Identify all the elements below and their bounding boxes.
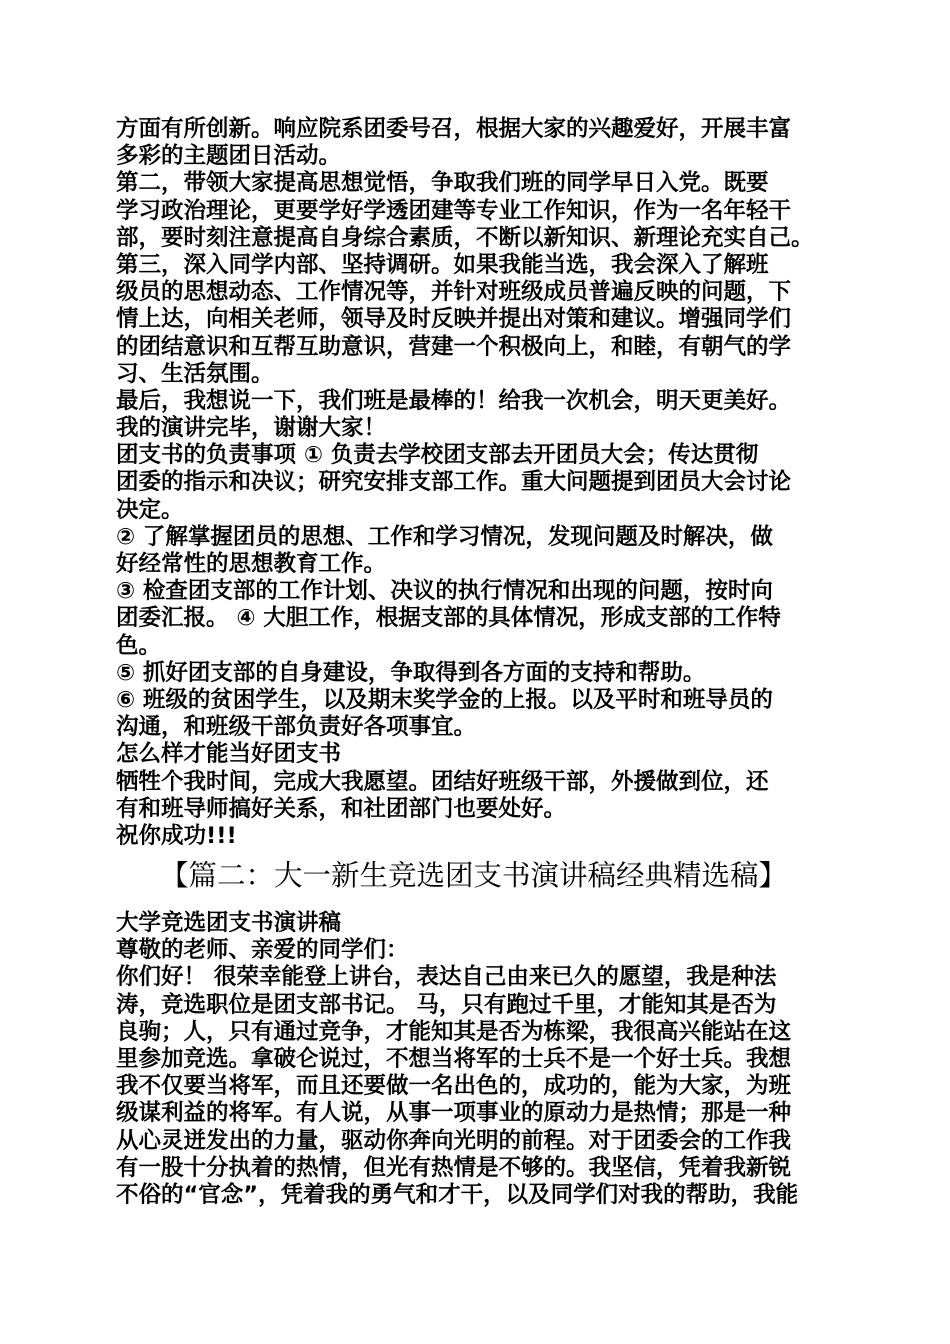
text-line: 部，要时刻注意提高自身综合素质，不断以新知识、新理论充实自己。 bbox=[116, 224, 814, 251]
text-line: 学习政治理论，更要学好学透团建等专业工作知识，作为一名年轻干 bbox=[116, 197, 792, 224]
text-line: 团委的指示和决议；研究安排支部工作。重大问题提到团员大会讨论 bbox=[116, 469, 792, 496]
text-line: 怎么样才能当好团支书 bbox=[116, 741, 342, 768]
text-line: 最后，我想说一下，我们班是最棒的！给我一次机会，明天更美好。 bbox=[116, 387, 792, 414]
text-line: 良驹；人，只有通过竞争，才能知其是否为栋梁，我很高兴能站在这 bbox=[116, 1018, 792, 1045]
text-line: 大学竞选团支书演讲稿 bbox=[116, 910, 342, 936]
text-line: 不俗的“官念”，凭着我的勇气和才干，以及同学们对我的帮助，我能 bbox=[116, 1181, 799, 1208]
text-line: 级谋利益的将军。有人说，从事一项事业的原动力是热情；那是一种 bbox=[116, 1100, 792, 1127]
text-line: 色。 bbox=[116, 632, 162, 659]
text-line: 团支书的负责事项 ① 负责去学校团支部去开团员大会；传达贯彻 bbox=[116, 442, 759, 469]
text-line: 好经常性的思想教育工作。 bbox=[116, 551, 387, 577]
text-line: 尊敬的老师、亲爱的同学们： bbox=[116, 937, 409, 964]
text-line: 的团结意识和互帮互助意识，营建一个积极向上，和睦，有朝气的学 bbox=[116, 333, 792, 360]
text-line: 我不仅要当将军，而且还要做一名出色的，成功的，能为大家，为班 bbox=[116, 1073, 792, 1100]
text-line: 有一股十分执着的热情，但光有热情是不够的。我坚信，凭着我新锐 bbox=[116, 1154, 792, 1181]
text-line: 我的演讲完毕，谢谢大家！ bbox=[116, 415, 387, 442]
text-line: 涛，竞选职位是团支部书记。 马，只有跑过千里，才能知其是否为 bbox=[116, 991, 777, 1018]
text-line: 牺牲个我时间，完成大我愿望。团结好班级干部，外援做到位，还 bbox=[116, 768, 769, 795]
text-line: ② 了解掌握团员的思想、工作和学习情况，发现问题及时解决，做 bbox=[116, 523, 773, 550]
text-line: 沟通，和班级干部负责好各项事宜。 bbox=[116, 714, 477, 741]
text-line: ③ 检查团支部的工作计划、决议的执行情况和出现的问题，按时向 bbox=[116, 578, 773, 605]
text-line: 情上达，向相关老师，领导及时反映并提出对策和建议。增强同学们 bbox=[116, 306, 792, 333]
section-heading: 【篇二：大一新生竞选团支书演讲稿经典精选稿】 bbox=[160, 859, 788, 892]
text-line: 团委汇报。 ④ 大胆工作，根据支部的具体情况，形成支部的工作特 bbox=[116, 605, 781, 632]
text-line: 祝你成功!!! bbox=[116, 822, 237, 849]
speech-body-part-two bbox=[116, 910, 846, 1209]
speech-body-part-one bbox=[116, 116, 846, 850]
text-line: 决定。 bbox=[116, 496, 184, 523]
text-line: 从心灵迸发出的力量，驱动你奔向光明的前程。对于团委会的工作我 bbox=[116, 1127, 792, 1154]
text-line: 里参加竞选。拿破仑说过，不想当将军的士兵不是一个好士兵。我想 bbox=[116, 1045, 792, 1072]
text-line: ⑥ 班级的贫困学生，以及期末奖学金的上报。以及平时和班导员的 bbox=[116, 686, 773, 713]
text-line: 级员的思想动态、工作情况等，并针对班级成员普遍反映的问题，下 bbox=[116, 279, 792, 306]
text-line: 第二，带领大家提高思想觉悟，争取我们班的同学早日入党。既要 bbox=[116, 170, 769, 197]
text-line: 你们好！ 很荣幸能登上讲台，表达自己由来已久的愿望，我是种法 bbox=[116, 964, 777, 991]
text-line: ⑤ 抓好团支部的自身建设，争取得到各方面的支持和帮助。 bbox=[116, 659, 706, 686]
text-line: 多彩的主题团日活动。 bbox=[116, 143, 342, 170]
text-line: 有和班导师搞好关系，和社团部门也要处好。 bbox=[116, 795, 567, 822]
text-line: 习、生活氛围。 bbox=[116, 360, 274, 387]
text-line: 第三，深入同学内部、坚持调研。如果我能当选，我会深入了解班 bbox=[116, 251, 769, 278]
text-line: 方面有所创新。响应院系团委号召，根据大家的兴趣爱好，开展丰富 bbox=[116, 116, 792, 142]
